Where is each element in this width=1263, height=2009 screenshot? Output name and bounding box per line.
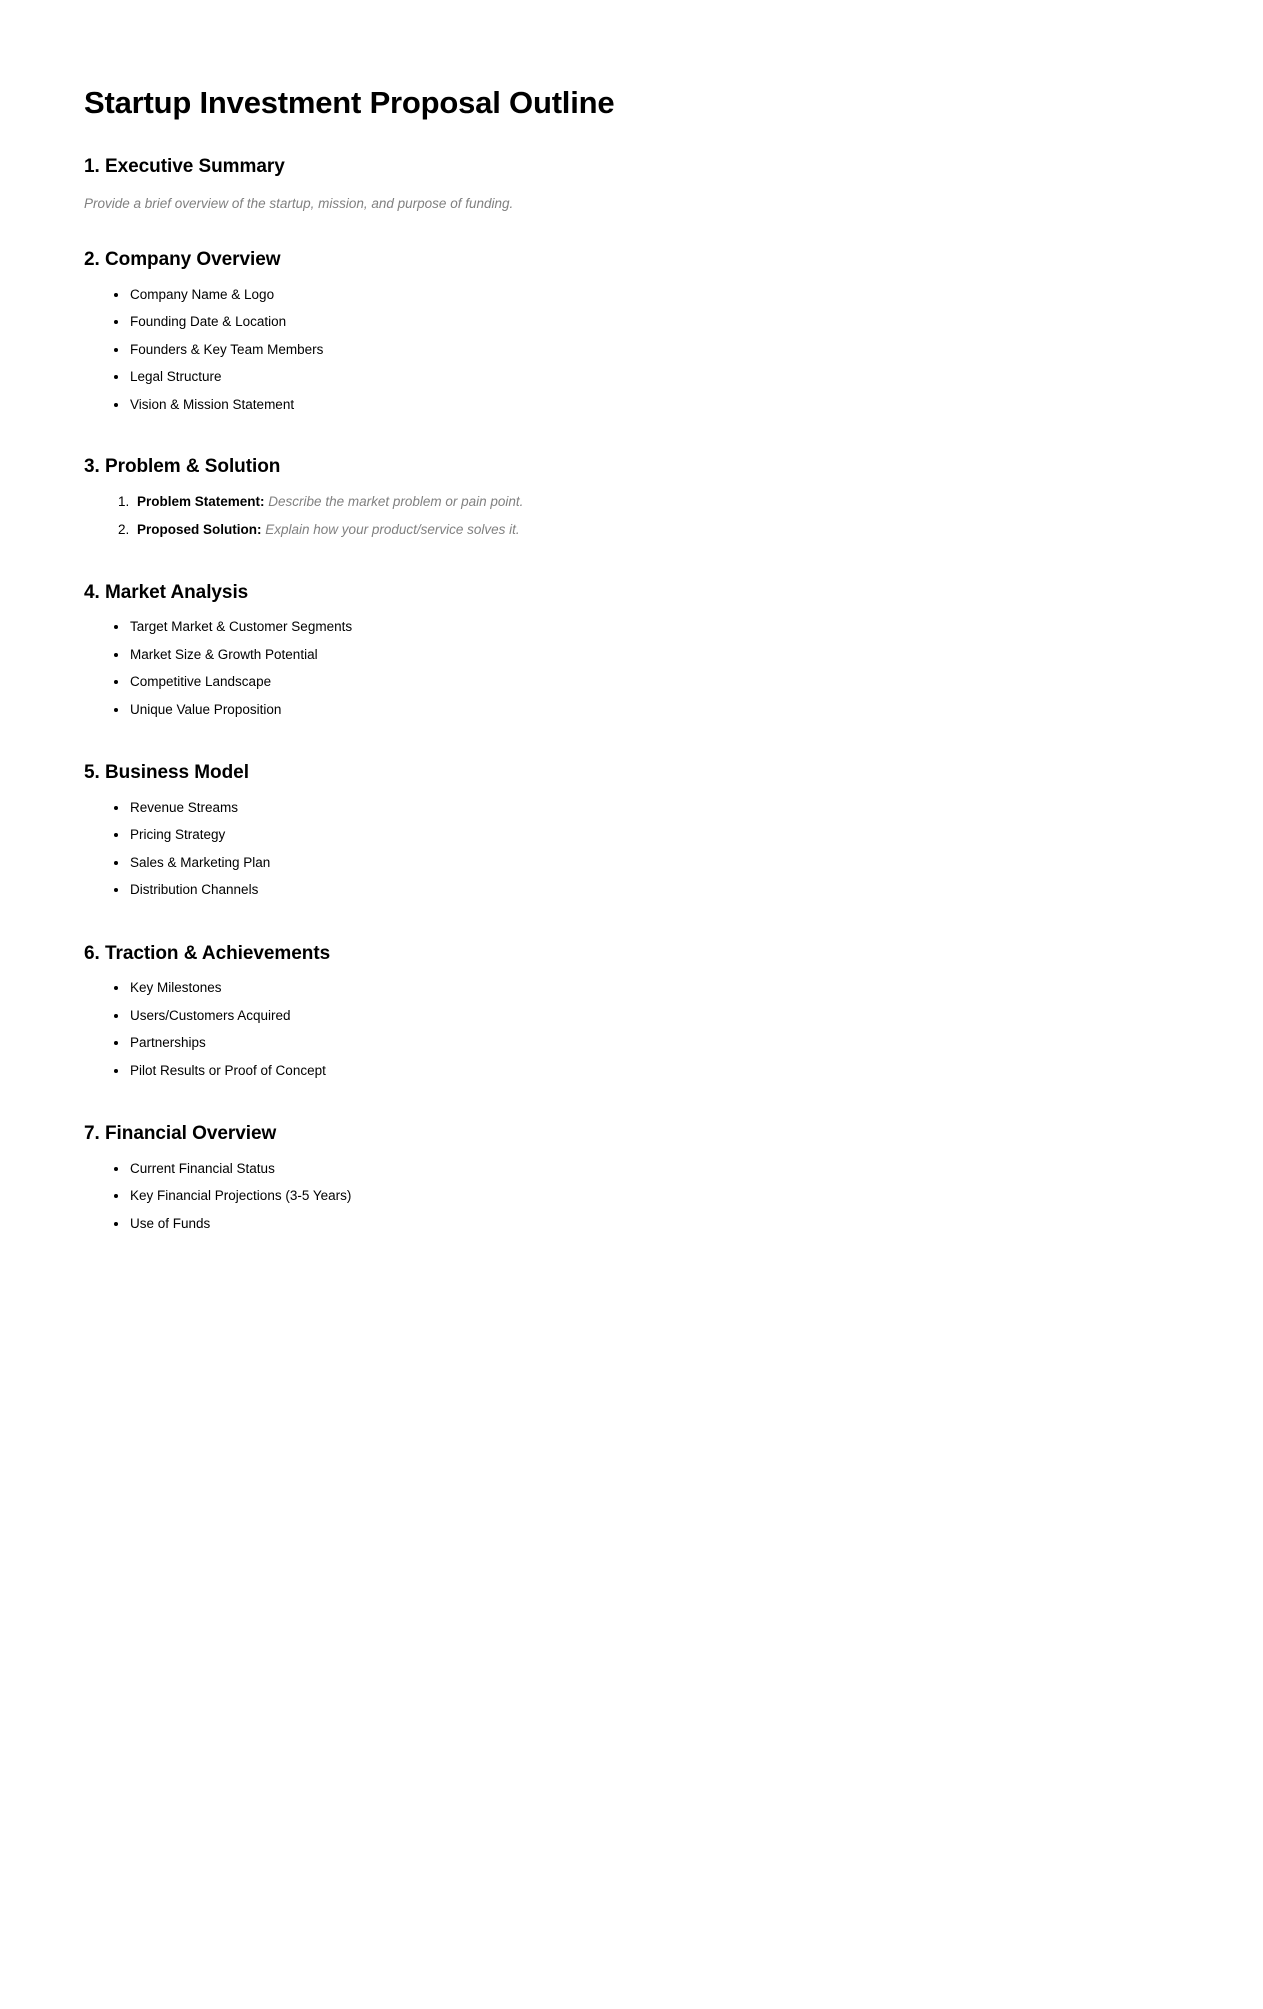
bullet-list-company-overview (84, 272, 1179, 422)
list-item (118, 520, 1179, 548)
list-item: Key Financial Projections (3-5 Years) (114, 1186, 1179, 1213)
bullet-list-traction-achievements (84, 965, 1179, 1088)
list-item (118, 492, 1179, 520)
list-item: Founders & Key Team Members (114, 340, 1179, 367)
section-heading-traction-achievements: 6. Traction & Achievements (84, 942, 331, 964)
list-item-lead: Problem Statement: (137, 493, 265, 509)
numbered-list-problem-solution (84, 479, 1179, 548)
list-item: Current Financial Status (114, 1159, 1179, 1186)
list-item: Market Size & Growth Potential (114, 645, 1179, 672)
list-item: Distribution Channels (114, 880, 1179, 907)
list-item: Pricing Strategy (114, 825, 1179, 852)
list-item: Company Name & Logo (114, 285, 1179, 312)
bullet-list-financial-overview (84, 1146, 1179, 1241)
list-item: Target Market & Customer Segments (114, 617, 1179, 644)
section-heading-financial-overview: 7. Financial Overview (84, 1122, 277, 1144)
page-blank-space (0, 1287, 1263, 2009)
list-item: Pilot Results or Proof of Concept (114, 1061, 1179, 1088)
bullet-list-market-analysis (84, 604, 1179, 727)
list-item-lead: Proposed Solution: (137, 521, 262, 537)
list-item: Vision & Mission Statement (114, 395, 1179, 422)
list-item: Legal Structure (114, 367, 1179, 394)
list-item: Unique Value Proposition (114, 700, 1179, 727)
bullet-list-business-model (84, 785, 1179, 908)
section-heading-company-overview: 2. Company Overview (84, 249, 281, 271)
list-item: Key Milestones (114, 978, 1179, 1005)
list-item: Sales & Marketing Plan (114, 853, 1179, 880)
section-heading-executive-summary: 1. Executive Summary (84, 156, 285, 178)
section-note-executive-summary: Provide a brief overview of the startup, mission, and purpose of funding. (84, 195, 514, 211)
list-item: Competitive Landscape (114, 672, 1179, 699)
list-item: Use of Funds (114, 1214, 1179, 1241)
section-heading-problem-solution: 3. Problem & Solution (84, 456, 281, 478)
list-item: Revenue Streams (114, 798, 1179, 825)
section-heading-business-model: 5. Business Model (84, 762, 249, 784)
section-heading-market-analysis: 4. Market Analysis (84, 581, 249, 603)
list-item-description: Describe the market problem or pain point. (268, 493, 524, 509)
list-item: Users/Customers Acquired (114, 1006, 1179, 1033)
list-item-description: Explain how your product/service solves it. (265, 521, 520, 537)
list-item: Partnerships (114, 1033, 1179, 1060)
list-item: Founding Date & Location (114, 312, 1179, 339)
page-title: Startup Investment Proposal Outline (84, 85, 615, 120)
